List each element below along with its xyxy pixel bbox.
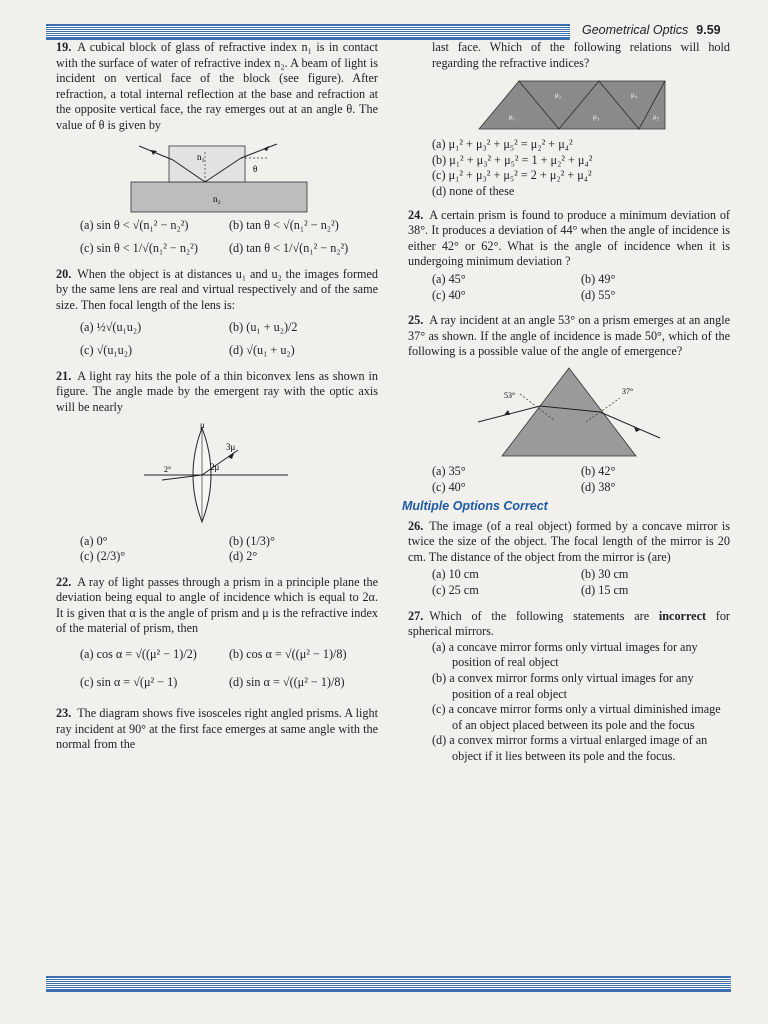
option-a[interactable]: (a) a concave mirror forms only virtual images for any position of real object [432, 639, 698, 670]
options [56, 320, 378, 336]
options [56, 647, 378, 663]
question-text: last face. Which of the following relations will hold regarding the refractive indices? [432, 40, 730, 70]
question-19 [56, 40, 378, 257]
option-b[interactable]: (b) 30 cm [581, 567, 629, 582]
options [56, 343, 378, 359]
label-mu3: μ₃ [593, 113, 600, 122]
question-22 [56, 575, 378, 691]
option-c[interactable]: (c) a concave mirror forms only a virtual diminished image of an object placed between its pole and the focus [432, 702, 721, 732]
question-text: The image (of a real object) formed by a concave mirror is twice the size of the object. The focal length of the mirror is 20 cm. The distance of the object from the mirror is (are) [408, 518, 730, 564]
option-b[interactable]: (b) cos α = √((μ² − 1)/8) [229, 647, 347, 662]
option-a[interactable]: (a) 10 cm [432, 567, 479, 582]
option-b[interactable]: (b) 49° [581, 271, 616, 286]
question-26 [408, 519, 730, 599]
option-d[interactable]: (d) 2° [229, 549, 258, 564]
question-text: Which of the following statements are [429, 608, 659, 623]
option-c[interactable]: (c) 40° [432, 287, 466, 302]
question-number: 20. [56, 266, 72, 281]
option-b[interactable]: (b) 42° [581, 463, 616, 478]
option-b[interactable]: (b) (u₁ + u₂)/2 [229, 319, 298, 334]
option-d[interactable]: (d) √(u₁ + u₂) [229, 343, 295, 358]
label-n1: n₁ [197, 151, 205, 162]
option-d[interactable]: (d) 15 cm [581, 583, 629, 598]
option-d[interactable]: (d) a convex mirror forms a virtual enlarged image of an object if it lies between its pole and the focus. [432, 733, 708, 763]
question-24 [408, 208, 730, 304]
question-number: 26. [408, 518, 424, 533]
option-a[interactable]: (a) 35° [432, 463, 466, 478]
question-text: A ray of light passes through a prism in a principle plane the deviation being equal to angle of incidence which is equal to 2α. It is given that α is the angle of prism and μ is the refractive index of the material of prism, then [56, 574, 378, 636]
label-2mu: 2μ [210, 461, 220, 472]
option-b[interactable]: (b) tan θ < √(n₁² − n₂²) [229, 217, 339, 232]
option-c[interactable]: (c) √(u₁u₂) [80, 343, 133, 358]
page-number: 9.59 [696, 23, 721, 37]
right-column [402, 40, 730, 765]
label-theta: θ [253, 163, 258, 174]
label-emergent-angle: 37° [622, 386, 634, 396]
options [56, 675, 378, 691]
question-text-end: for spherical mirrors. [408, 608, 730, 639]
option-a[interactable]: (a) sin θ < √(n₁² − n₂²) [80, 217, 189, 232]
left-column [56, 40, 378, 753]
question-25 [408, 313, 730, 495]
question-number: 19. [56, 40, 72, 54]
question-number: 24. [408, 207, 424, 222]
option-b[interactable]: (b) a convex mirror forms only virtual images for any position of a real object [432, 671, 694, 701]
label-3mu: 3μ [226, 441, 236, 452]
chapter-title: Geometrical Optics [582, 23, 689, 37]
option-a[interactable]: (a) ½√(u₁u₂) [80, 319, 142, 334]
option-b[interactable]: (b) μ₁² + μ₃² + μ₅² = 1 + μ₂² + μ₄² [432, 152, 593, 167]
options [56, 241, 378, 257]
question-text: When the object is at distances u₁ and u₂ the images formed by the same lens are real and virtual respectively and of the same size. Then focal length of the lens is: [56, 266, 378, 312]
label-angle: 2° [164, 464, 172, 474]
biconvex-lens-figure [142, 420, 292, 530]
footer-rule [46, 976, 731, 992]
question-text: A cubical block of glass of refractive index n₁ is in contact with the surface of water of refractive index n₂. A beam of light is incident on vertical face of the block (see figure). After refraction, a total internal reflection at the base and refraction at the opposite vertical face, the ray emerges out at an angle θ. The value of θ is given by [56, 40, 378, 132]
five-prisms-figure [469, 75, 669, 133]
prism-figure [474, 364, 664, 460]
option-a[interactable]: (a) 45° [432, 271, 466, 286]
running-header [582, 23, 721, 37]
label-mu: μ [200, 419, 205, 430]
section-heading: Multiple Options Correct [402, 499, 548, 514]
options [408, 272, 730, 303]
option-d[interactable]: (d) sin α = √((μ² − 1)/8) [229, 674, 345, 689]
option-d[interactable]: (d) tan θ < 1/√(n₁² − n₂²) [229, 241, 349, 256]
option-c[interactable]: (c) (2/3)° [80, 549, 126, 564]
label-mu5: μ₅ [653, 113, 660, 122]
options [408, 640, 730, 765]
question-text: A certain prism is found to produce a minimum deviation of 38°. It produces a deviation of 44° when the angle of incidence is either 42° or 62°. What is the angle of incidence when it is undergoing minimum deviation ? [408, 207, 730, 269]
label-n2: n₂ [213, 193, 221, 204]
question-text: A ray incident at an angle 53° on a prism emerges at an angle 37° as shown. If the angle of incidence is made 50°, which of the following is a possible value of the angle of emergence? [408, 313, 730, 359]
question-text: The diagram shows five isosceles right angled prisms. A light ray incident at 90° at the first face emerges at same angle with the normal from the [56, 706, 378, 752]
option-d[interactable]: (d) 55° [581, 287, 616, 302]
options [408, 137, 730, 199]
option-c[interactable]: (c) 40° [432, 479, 466, 494]
options [56, 534, 378, 565]
options [408, 464, 730, 495]
emphasis-incorrect: incorrect [658, 608, 707, 623]
option-a[interactable]: (a) 0° [80, 533, 108, 548]
question-number: 21. [56, 368, 72, 383]
option-c[interactable]: (c) 25 cm [432, 583, 479, 598]
options [56, 218, 378, 234]
label-mu1: μ₁ [509, 113, 516, 122]
question-20 [56, 267, 378, 359]
question-23-continued [408, 40, 730, 200]
header-rule [46, 24, 570, 40]
option-b[interactable]: (b) (1/3)° [229, 533, 275, 548]
question-text: A light ray hits the pole of a thin biconvex lens as shown in figure. The angle made by the emergent ray with the optic axis will be nearly [56, 368, 378, 414]
option-c[interactable]: (c) μ₁² + μ₃² + μ₅² = 2 + μ₂² + μ₄² [432, 168, 592, 183]
option-d[interactable]: (d) none of these [432, 183, 515, 198]
option-c[interactable]: (c) sin α = √(μ² − 1) [80, 674, 178, 689]
label-mu4: μ₄ [631, 91, 638, 100]
option-c[interactable]: (c) sin θ < 1/√(n₁² − n₂²) [80, 241, 198, 256]
question-number: 23. [56, 706, 72, 721]
question-number: 25. [408, 313, 424, 328]
question-23 [56, 706, 378, 753]
label-mu2: μ₂ [555, 91, 562, 100]
question-27 [408, 609, 730, 765]
option-a[interactable]: (a) μ₁² + μ₃² + μ₅² = μ₂² + μ₄² [432, 137, 573, 152]
question-number: 22. [56, 574, 72, 589]
label-incident-angle: 53° [504, 390, 516, 400]
option-d[interactable]: (d) 38° [581, 479, 616, 494]
glass-block-figure [117, 138, 317, 214]
question-21 [56, 369, 378, 565]
question-number: 27. [408, 608, 424, 623]
options [408, 567, 730, 598]
option-a[interactable]: (a) cos α = √((μ² − 1)/2) [80, 647, 197, 662]
